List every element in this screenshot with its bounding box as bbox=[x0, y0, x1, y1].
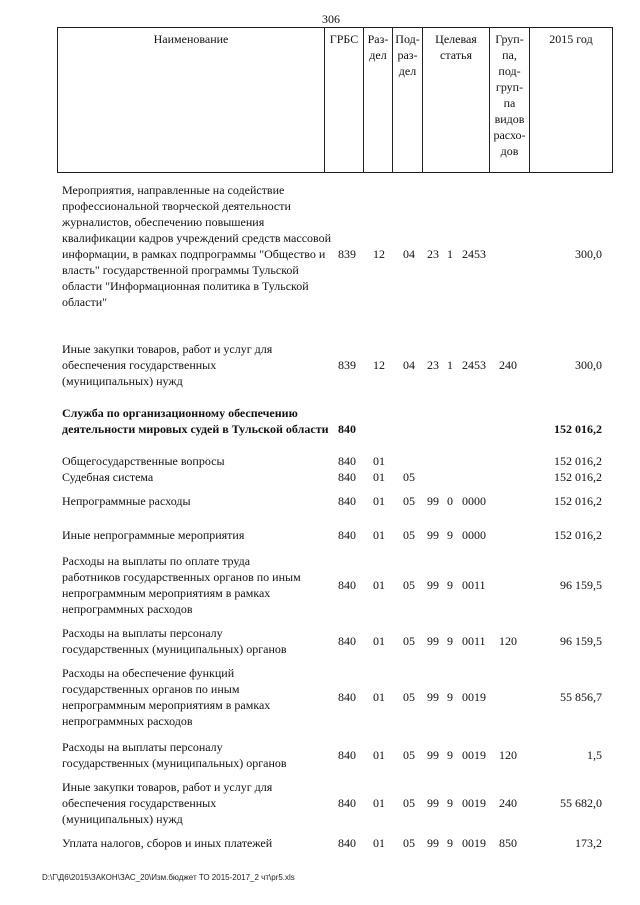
row-name: Расходы на выплаты по оплате труда работников государственных органов по иным непрограммным мероприятиям в рамках непрограммных расходов bbox=[62, 554, 301, 616]
row-target-direction: 2453 bbox=[462, 247, 486, 261]
row-amount: 152 016,2 bbox=[554, 422, 602, 436]
row-amount: 173,2 bbox=[575, 836, 602, 850]
row-razdel: 01 bbox=[373, 690, 385, 704]
row-amount: 152 016,2 bbox=[554, 528, 602, 542]
row-amount: 1,5 bbox=[587, 748, 602, 762]
row-razdel: 01 bbox=[373, 454, 385, 468]
table-row bbox=[0, 493, 640, 509]
row-target-direction: 0019 bbox=[462, 796, 486, 810]
row-target-direction: 0000 bbox=[462, 494, 486, 508]
row-target-program: 23 bbox=[427, 358, 439, 372]
table-row bbox=[0, 405, 640, 453]
row-expense-type: 120 bbox=[499, 748, 517, 762]
row-target-direction: 0000 bbox=[462, 528, 486, 542]
row-target-direction: 0011 bbox=[462, 634, 486, 648]
row-target-subprogram: 9 bbox=[447, 578, 453, 592]
row-name: Судебная система bbox=[62, 470, 154, 484]
row-razdel: 01 bbox=[373, 634, 385, 648]
row-grbs: 840 bbox=[338, 690, 356, 704]
row-amount: 55 682,0 bbox=[560, 796, 602, 810]
row-razdel: 01 bbox=[373, 470, 385, 484]
header-name: Наименование bbox=[58, 28, 325, 172]
table-row bbox=[0, 835, 640, 851]
table-row bbox=[0, 469, 640, 485]
row-podrazdel: 05 bbox=[403, 690, 415, 704]
table-row bbox=[0, 453, 640, 469]
row-name: Непрограммные расходы bbox=[62, 494, 191, 508]
row-grbs: 840 bbox=[338, 578, 356, 592]
row-razdel: 01 bbox=[373, 578, 385, 592]
row-podrazdel: 05 bbox=[403, 748, 415, 762]
row-razdel: 01 bbox=[373, 528, 385, 542]
row-target-program: 99 bbox=[427, 796, 439, 810]
row-grbs: 840 bbox=[338, 836, 356, 850]
row-target-direction: 0019 bbox=[462, 748, 486, 762]
row-name: Иные закупки товаров, работ и услуг для обеспечения государственных (муниципальных) нужд bbox=[62, 342, 273, 388]
row-target-subprogram: 1 bbox=[447, 358, 453, 372]
row-amount: 152 016,2 bbox=[554, 454, 602, 468]
table-row bbox=[0, 553, 640, 617]
row-name: Расходы на выплаты персоналу государственных (муниципальных) органов bbox=[62, 740, 287, 770]
row-target-program: 99 bbox=[427, 494, 439, 508]
row-name: Мероприятия, направленные на содействие профессиональной творческой деятельности журналистов, обеспечению повышения квалификации кадров учреждений средств массовой информации, в рамках подпрограммы "Общество и власть" государственной программы Тульской области "Информационная политика в Тульской области" bbox=[62, 183, 332, 309]
row-amount: 152 016,2 bbox=[554, 470, 602, 484]
row-grbs: 840 bbox=[338, 528, 356, 542]
row-grbs: 839 bbox=[338, 358, 356, 372]
row-target-program: 23 bbox=[427, 247, 439, 261]
row-podrazdel: 05 bbox=[403, 470, 415, 484]
row-grbs: 840 bbox=[338, 454, 356, 468]
row-podrazdel: 05 bbox=[403, 494, 415, 508]
row-grbs: 839 bbox=[338, 247, 356, 261]
row-target-subprogram: 9 bbox=[447, 796, 453, 810]
row-grbs: 840 bbox=[338, 748, 356, 762]
row-name: Служба по организационному обеспечению деятельности мировых судей в Тульской области bbox=[62, 406, 329, 436]
row-amount: 152 016,2 bbox=[554, 494, 602, 508]
table-row bbox=[0, 341, 640, 389]
row-amount: 55 856,7 bbox=[560, 690, 602, 704]
row-target-program: 99 bbox=[427, 528, 439, 542]
row-razdel: 01 bbox=[373, 836, 385, 850]
row-amount: 96 159,5 bbox=[560, 578, 602, 592]
row-target-program: 99 bbox=[427, 836, 439, 850]
header-grbs: ГРБС bbox=[325, 28, 364, 172]
row-target-subprogram: 9 bbox=[447, 634, 453, 648]
row-name: Расходы на выплаты персоналу государственных (муниципальных) органов bbox=[62, 626, 287, 656]
row-podrazdel: 05 bbox=[403, 528, 415, 542]
row-expense-type: 240 bbox=[499, 796, 517, 810]
row-name: Иные закупки товаров, работ и услуг для обеспечения государственных (муниципальных) нужд bbox=[62, 780, 273, 826]
row-podrazdel: 05 bbox=[403, 836, 415, 850]
table-row bbox=[0, 665, 640, 729]
row-podrazdel: 05 bbox=[403, 634, 415, 648]
row-target-subprogram: 1 bbox=[447, 247, 453, 261]
row-name: Уплата налогов, сборов и иных платежей bbox=[62, 836, 273, 850]
row-target-subprogram: 9 bbox=[447, 836, 453, 850]
row-grbs: 840 bbox=[338, 796, 356, 810]
row-target-program: 99 bbox=[427, 578, 439, 592]
row-razdel: 01 bbox=[373, 748, 385, 762]
row-target-direction: 2453 bbox=[462, 358, 486, 372]
row-razdel: 01 bbox=[373, 796, 385, 810]
table-row bbox=[0, 182, 640, 326]
row-name: Расходы на обеспечение функций государственных органов по иным непрограммным мероприятиям в рамках непрограммных расходов bbox=[62, 666, 271, 728]
row-target-subprogram: 0 bbox=[447, 494, 453, 508]
footer-file-path: D:\Г\Д6\2015\ЗАКОН\ЗАС_20\Изм.бюджет ТО 2015-2017_2 чт\pr5.xls bbox=[42, 873, 295, 882]
row-grbs: 840 bbox=[338, 494, 356, 508]
row-target-subprogram: 9 bbox=[447, 690, 453, 704]
table-row bbox=[0, 625, 640, 657]
header-podrazdel: Под- раз- дел bbox=[393, 28, 423, 172]
row-razdel: 01 bbox=[373, 494, 385, 508]
row-target-direction: 0011 bbox=[462, 578, 486, 592]
row-expense-type: 240 bbox=[499, 358, 517, 372]
row-podrazdel: 04 bbox=[403, 358, 415, 372]
header-tselevaya-statya: Целевая статья bbox=[423, 28, 490, 172]
table-row bbox=[0, 739, 640, 771]
row-amount: 300,0 bbox=[575, 247, 602, 261]
row-grbs: 840 bbox=[338, 470, 356, 484]
header-vid-rashodov: Груп- па, под- груп- па видов расхо- дов bbox=[490, 28, 530, 172]
row-amount: 300,0 bbox=[575, 358, 602, 372]
row-name: Иные непрограммные мероприятия bbox=[62, 528, 245, 542]
row-podrazdel: 05 bbox=[403, 796, 415, 810]
row-podrazdel: 05 bbox=[403, 578, 415, 592]
row-target-direction: 0019 bbox=[462, 690, 486, 704]
row-target-program: 99 bbox=[427, 634, 439, 648]
row-razdel: 12 bbox=[373, 247, 385, 261]
row-grbs: 840 bbox=[338, 422, 356, 436]
row-target-subprogram: 9 bbox=[447, 528, 453, 542]
row-grbs: 840 bbox=[338, 634, 356, 648]
table-row bbox=[0, 779, 640, 827]
row-target-program: 99 bbox=[427, 690, 439, 704]
page-number: 306 bbox=[322, 12, 340, 26]
row-expense-type: 850 bbox=[499, 836, 517, 850]
row-target-subprogram: 9 bbox=[447, 748, 453, 762]
row-target-program: 99 bbox=[427, 748, 439, 762]
row-target-direction: 0019 bbox=[462, 836, 486, 850]
header-razdel: Раз- дел bbox=[364, 28, 393, 172]
row-podrazdel: 04 bbox=[403, 247, 415, 261]
row-amount: 96 159,5 bbox=[560, 634, 602, 648]
row-razdel: 12 bbox=[373, 358, 385, 372]
header-year: 2015 год bbox=[549, 32, 593, 46]
table-header bbox=[57, 27, 613, 173]
row-name: Общегосударственные вопросы bbox=[62, 454, 225, 468]
table-row bbox=[0, 527, 640, 543]
row-expense-type: 120 bbox=[499, 634, 517, 648]
